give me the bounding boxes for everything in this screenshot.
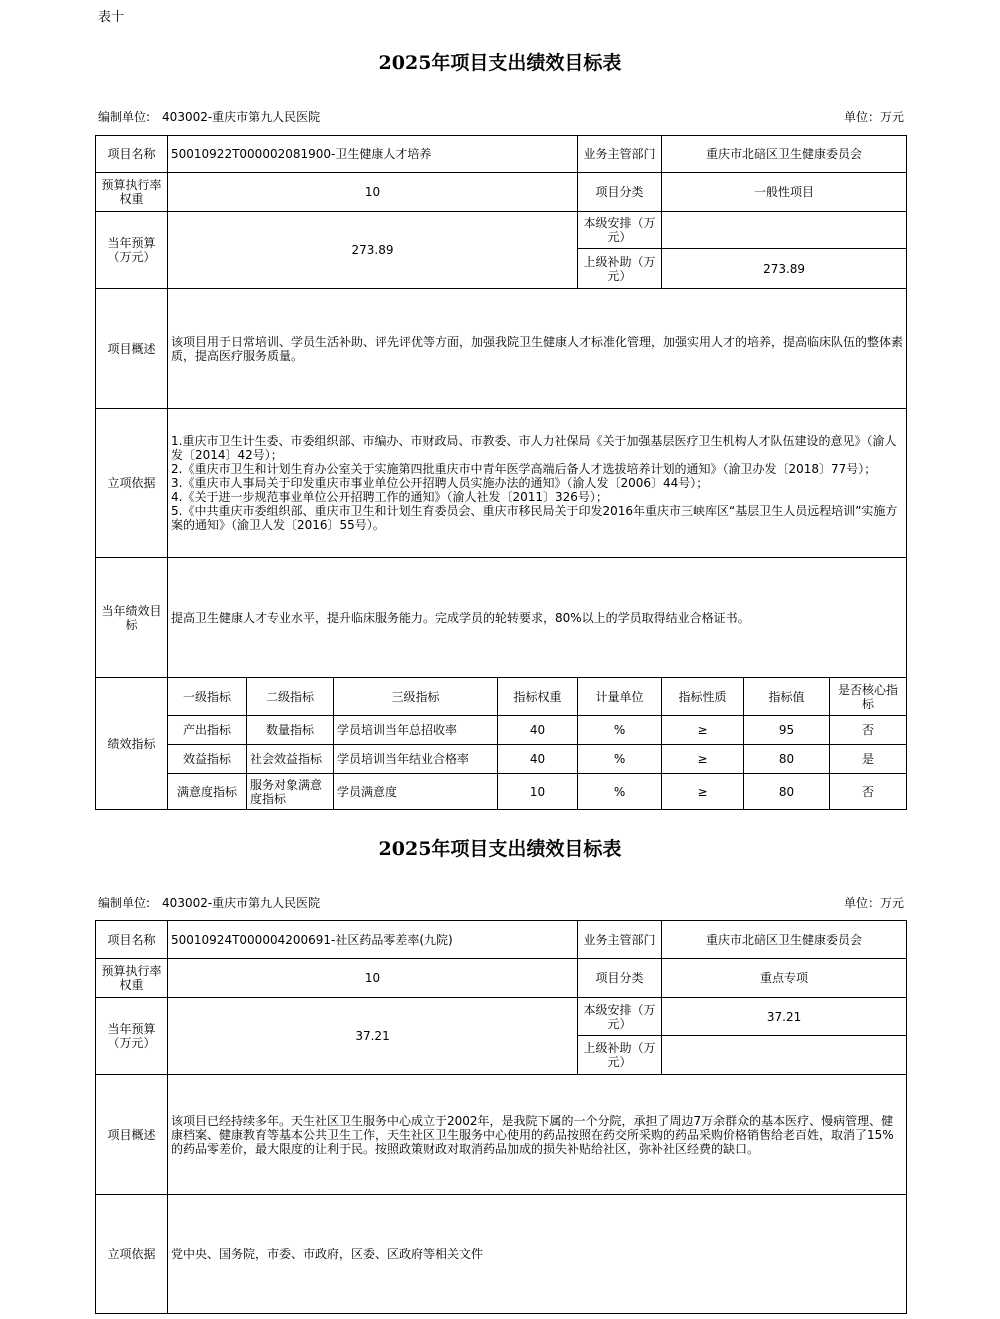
table-row — [96, 716, 907, 745]
table-cell: 10 — [498, 774, 578, 810]
category-label: 项目分类 — [578, 173, 662, 212]
table-cell: ≥ — [662, 774, 744, 810]
compiler-value: 403002-重庆市第九人民医院 — [162, 896, 321, 910]
header-cell: 指标权重 — [498, 678, 578, 716]
local-label: 本级安排（万元） — [578, 212, 662, 249]
table-cell: 40 — [498, 745, 578, 774]
table-cell: % — [578, 774, 662, 810]
project-name-label: 项目名称 — [96, 136, 168, 173]
budget-label: 当年预算（万元） — [96, 998, 168, 1075]
table-cell: % — [578, 716, 662, 745]
project-name-value: 50010922T000002081900-卫生健康人才培养 — [168, 136, 578, 173]
table-cell: 80 — [744, 774, 830, 810]
table-cell: 是 — [830, 745, 907, 774]
basis-item: 2.《重庆市卫生和计划生育办公室关于实施第四批重庆市中青年医学高端后备人才选拔培养计划的通知》（渝卫办发〔2018〕77号）； — [171, 462, 877, 476]
table-cell: 否 — [830, 716, 907, 745]
table-cell: ≥ — [662, 745, 744, 774]
indicator-label: 绩效指标 — [96, 678, 168, 810]
header-cell: 计量单位 — [578, 678, 662, 716]
table-cell: 95 — [744, 716, 830, 745]
dept-value: 重庆市北碚区卫生健康委员会 — [662, 136, 907, 173]
basis-label: 立项依据 — [96, 1195, 168, 1314]
table2 — [95, 920, 907, 1314]
table2-title: 2025年项目支出绩效目标表 — [378, 838, 622, 860]
table-cell: 学员培训当年结业合格率 — [334, 745, 498, 774]
header-cell: 三级指标 — [334, 678, 498, 716]
dept-value: 重庆市北碚区卫生健康委员会 — [662, 921, 907, 959]
table-cell: 满意度指标 — [168, 774, 247, 810]
overview-text: 该项目用于日常培训、学员生活补助、评先评优等方面，加强我院卫生健康人才标准化管理，加强实用人才的培养，提高临床队伍的整体素质，提高医疗服务质量。 — [168, 289, 907, 409]
table-row — [96, 745, 907, 774]
table-cell: ≥ — [662, 716, 744, 745]
table-cell: 效益指标 — [168, 745, 247, 774]
table-cell: 产出指标 — [168, 716, 247, 745]
basis-item: 1.重庆市卫生计生委、市委组织部、市编办、市财政局、市教委、市人力社保局《关于加强基层医疗卫生机构人才队伍建设的意见》（渝人发〔2014〕42号）； — [171, 434, 897, 462]
category-value: 重点专项 — [662, 959, 907, 998]
local-value: 37.21 — [662, 998, 907, 1036]
header-cell: 是否核心指标 — [830, 678, 907, 716]
page-label: 表十 — [98, 10, 125, 25]
table-cell: 40 — [498, 716, 578, 745]
basis-list — [168, 409, 907, 558]
overview-label: 项目概述 — [96, 289, 168, 409]
table-cell: 学员满意度 — [334, 774, 498, 810]
basis-label: 立项依据 — [96, 409, 168, 558]
table-cell: % — [578, 745, 662, 774]
basis-item: 4.《关于进一步规范事业单位公开招聘工作的通知》（渝人社发〔2011〕326号）； — [171, 490, 608, 504]
upper-value: 273.89 — [662, 249, 907, 289]
goal-label: 当年绩效目标 — [96, 558, 168, 678]
table-cell: 否 — [830, 774, 907, 810]
table1-title: 2025年项目支出绩效目标表 — [378, 52, 622, 74]
goal-text: 提高卫生健康人才专业水平，提升临床服务能力。完成学员的轮转要求，80%以上的学员取得结业合格证书。 — [168, 558, 907, 678]
local-value — [662, 212, 907, 249]
project-name-label: 项目名称 — [96, 921, 168, 959]
unit-label: 单位：万元 — [843, 896, 904, 910]
header-cell: 二级指标 — [247, 678, 334, 716]
category-value: 一般性项目 — [662, 173, 907, 212]
compiler-label: 编制单位: — [98, 110, 151, 124]
table-cell: 服务对象满意度指标 — [247, 774, 334, 810]
upper-label: 上级补助（万元） — [578, 249, 662, 289]
header-cell: 一级指标 — [168, 678, 247, 716]
table1 — [95, 135, 907, 810]
weight-value: 10 — [168, 173, 578, 212]
budget-value: 37.21 — [168, 998, 578, 1075]
budget-label: 当年预算（万元） — [96, 212, 168, 289]
project-name-value: 50010924T000004200691-社区药品零差率(九院) — [168, 921, 578, 959]
overview-label: 项目概述 — [96, 1075, 168, 1195]
table-cell: 数量指标 — [247, 716, 334, 745]
compiler-label: 编制单位: — [98, 896, 151, 910]
upper-value — [662, 1036, 907, 1075]
table-row — [96, 774, 907, 810]
weight-value: 10 — [168, 959, 578, 998]
basis-item: 3.《重庆市人事局关于印发重庆市事业单位公开招聘人员实施办法的通知》（渝人发〔2006〕44号）； — [171, 476, 709, 490]
local-label: 本级安排（万元） — [578, 998, 662, 1036]
header-cell: 指标性质 — [662, 678, 744, 716]
table-cell: 学员培训当年总招收率 — [334, 716, 498, 745]
basis-item: 5.《中共重庆市委组织部、重庆市卫生和计划生育委员会、重庆市移民局关于印发2016年重庆市三峡库区“基层卫生人员远程培训”实施方案的通知》（渝卫人发〔2016〕55号）。 — [171, 504, 898, 532]
table-cell: 80 — [744, 745, 830, 774]
compiler-value: 403002-重庆市第九人民医院 — [162, 110, 321, 124]
header-cell: 指标值 — [744, 678, 830, 716]
table-cell: 社会效益指标 — [247, 745, 334, 774]
dept-label: 业务主管部门 — [578, 136, 662, 173]
weight-label: 预算执行率权重 — [96, 959, 168, 998]
unit-label: 单位：万元 — [843, 110, 904, 124]
overview-text: 该项目已经持续多年。天生社区卫生服务中心成立于2002年，是我院下属的一个分院，承担了周边7万余群众的基本医疗、慢病管理、健康档案、健康教育等基本公共卫生工作，天生社区卫生服务中心使用的药品按照在药交所采购的药品采购价格销售给老百姓，取消了15%的药品零差价，最大限度的让利于民。按照政策财政对取消药品加成的损失补贴给社区，弥补社区经费的缺口。 — [168, 1075, 907, 1195]
budget-value: 273.89 — [168, 212, 578, 289]
dept-label: 业务主管部门 — [578, 921, 662, 959]
basis-text: 党中央、国务院，市委、市政府，区委、区政府等相关文件 — [168, 1195, 907, 1314]
weight-label: 预算执行率权重 — [96, 173, 168, 212]
category-label: 项目分类 — [578, 959, 662, 998]
upper-label: 上级补助（万元） — [578, 1036, 662, 1075]
